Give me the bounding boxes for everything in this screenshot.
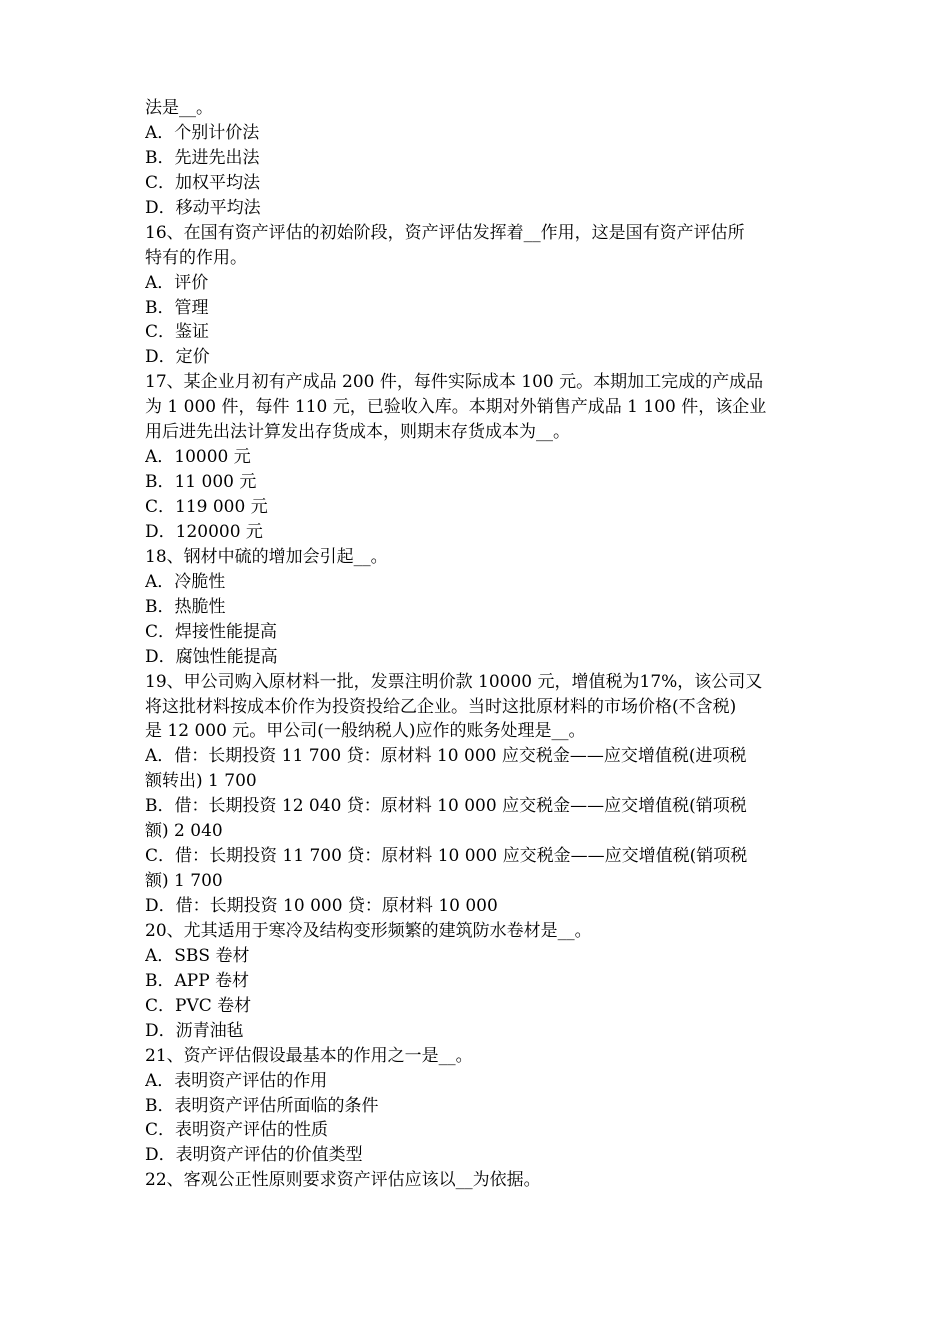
question-19 bbox=[145, 670, 810, 919]
question-stem-line: 20、尤其适用于寒冷及结构变形频繁的建筑防水卷材是__。 bbox=[145, 920, 592, 941]
question-17 bbox=[145, 370, 810, 545]
option-b: B．借：长期投资 12 040 贷：原材料 10 000 应交税金——应交增值税(销项税 bbox=[145, 796, 747, 817]
option-b-continued: 额) 2 040 bbox=[145, 821, 223, 842]
question-20 bbox=[145, 919, 810, 1044]
option-a: A．10000 元 bbox=[145, 447, 251, 468]
option-a: A．个别计价法 bbox=[145, 122, 260, 143]
question-stem-line: 用后进先出法计算发出存货成本，则期末存货成本为__。 bbox=[145, 422, 570, 443]
option-c: C．焊接性能提高 bbox=[145, 621, 278, 642]
question-stem-line: 22、客观公正性原则要求资产评估应该以__为依据。 bbox=[145, 1170, 541, 1191]
question-stem-line: 17、某企业月初有产成品 200 件，每件实际成本 100 元。本期加工完成的产成品 bbox=[145, 372, 764, 393]
question-stem-line: 特有的作用。 bbox=[145, 247, 247, 268]
option-d: D．沥青油毡 bbox=[145, 1020, 244, 1041]
option-c: C．119 000 元 bbox=[145, 497, 268, 517]
option-d: D．腐蚀性能提高 bbox=[145, 646, 278, 667]
question-stem-line: 18、钢材中硫的增加会引起__。 bbox=[145, 546, 388, 567]
question-stem-line: 将这批材料按成本价作为投资投给乙企业。当时这批原材料的市场价格(不含税) bbox=[145, 696, 737, 717]
question-18 bbox=[145, 545, 810, 670]
question-22 bbox=[145, 1168, 810, 1193]
option-a: A．评价 bbox=[145, 272, 209, 293]
option-c-continued: 额) 1 700 bbox=[145, 871, 223, 892]
option-a: A．表明资产评估的作用 bbox=[145, 1070, 328, 1091]
option-c: C．加权平均法 bbox=[145, 172, 261, 193]
option-d: D．120000 元 bbox=[145, 521, 263, 542]
option-c: C．表明资产评估的性质 bbox=[145, 1120, 329, 1141]
question-15-tail bbox=[145, 96, 810, 221]
option-b: B．11 000 元 bbox=[145, 472, 257, 493]
question-stem-line: 为 1 000 件，每件 110 元，已验收入库。本期对外销售产成品 1 100 件，该企业 bbox=[145, 397, 767, 418]
option-d: D．移动平均法 bbox=[145, 197, 261, 218]
option-b: B．管理 bbox=[145, 297, 209, 318]
option-d: D．借：长期投资 10 000 贷：原材料 10 000 bbox=[145, 896, 498, 916]
option-a: A．冷脆性 bbox=[145, 571, 226, 592]
question-stem-line: 19、甲公司购入原材料一批，发票注明价款 10000 元，增值税为17%，该公司又 bbox=[145, 671, 763, 692]
option-d: D．定价 bbox=[145, 347, 210, 368]
option-b: B．先进先出法 bbox=[145, 147, 260, 168]
question-stem-line: 21、资产评估假设最基本的作用之一是__。 bbox=[145, 1045, 473, 1066]
option-c: C．鉴证 bbox=[145, 322, 210, 343]
option-b: B．热脆性 bbox=[145, 596, 226, 617]
question-stem-line: 法是__。 bbox=[145, 98, 213, 118]
option-d: D．表明资产评估的价值类型 bbox=[145, 1145, 363, 1166]
option-a: A．SBS 卷材 bbox=[145, 945, 250, 966]
question-stem-line: 是 12 000 元。甲公司(一般纳税人)应作的账务处理是__。 bbox=[145, 721, 586, 742]
document-page bbox=[145, 96, 810, 1193]
question-16 bbox=[145, 221, 810, 371]
question-21 bbox=[145, 1044, 810, 1169]
option-a: A．借：长期投资 11 700 贷：原材料 10 000 应交税金——应交增值税(进项税 bbox=[145, 746, 747, 767]
option-b: B．表明资产评估所面临的条件 bbox=[145, 1095, 379, 1116]
option-b: B．APP 卷材 bbox=[145, 970, 250, 991]
question-stem-line: 16、在国有资产评估的初始阶段，资产评估发挥着__作用，这是国有资产评估所 bbox=[145, 222, 745, 243]
option-c: C．PVC 卷材 bbox=[145, 995, 252, 1016]
option-a-continued: 额转出) 1 700 bbox=[145, 771, 257, 792]
option-c: C．借：长期投资 11 700 贷：原材料 10 000 应交税金——应交增值税(销项税 bbox=[145, 846, 748, 867]
